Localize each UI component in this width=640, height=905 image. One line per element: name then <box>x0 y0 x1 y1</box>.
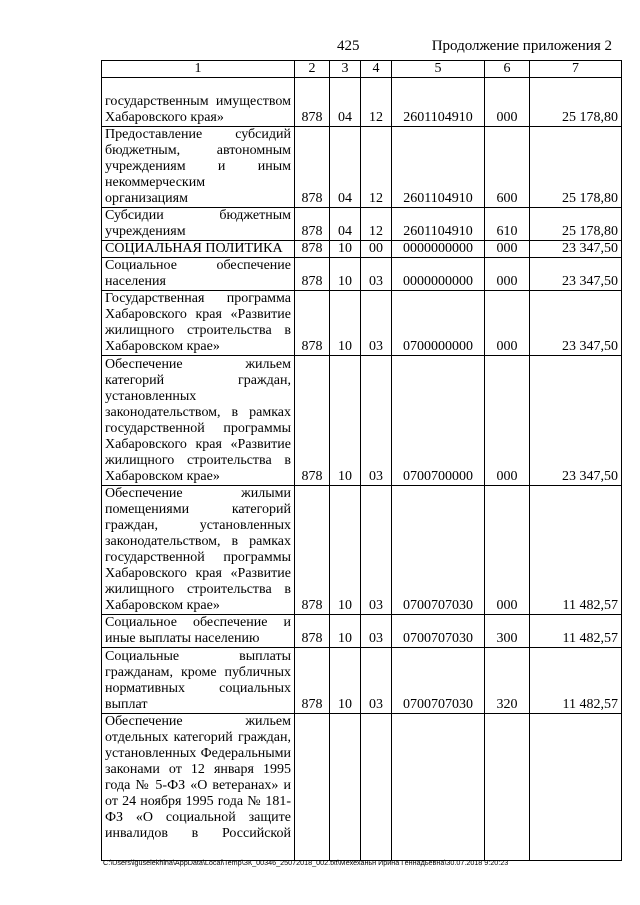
row-name: СОЦИАЛЬНАЯ ПОЛИТИКА <box>102 241 295 258</box>
col-header-1: 1 <box>102 61 295 78</box>
row-csr: 0000000000 <box>392 241 485 258</box>
table-row <box>102 648 622 714</box>
row-vr: 300 <box>485 615 530 648</box>
row-csr: 0000000000 <box>392 258 485 291</box>
row-vr: 000 <box>485 291 530 356</box>
row-sum: 11 482,57 <box>530 648 622 714</box>
row-rz: 04 <box>330 127 361 208</box>
row-name: государственным имуществом Хабаровского края» <box>102 78 295 127</box>
row-csr: 0700707030 <box>392 486 485 615</box>
table-row <box>102 258 622 291</box>
row-sum: 23 347,50 <box>530 258 622 291</box>
table-row <box>102 241 622 258</box>
row-rz: 04 <box>330 78 361 127</box>
row-name: Социальные выплаты гражданам, кроме публичных нормативных социальных выплат <box>102 648 295 714</box>
row-ved: 878 <box>295 356 330 486</box>
table-row <box>102 356 622 486</box>
row-ved: 878 <box>295 78 330 127</box>
row-vr: 320 <box>485 648 530 714</box>
row-rz: 10 <box>330 486 361 615</box>
row-csr: 2601104910 <box>392 127 485 208</box>
row-sum <box>530 714 622 861</box>
row-csr: 0700707030 <box>392 648 485 714</box>
row-vr: 600 <box>485 127 530 208</box>
row-vr: 000 <box>485 486 530 615</box>
table-row <box>102 615 622 648</box>
row-sum: 11 482,57 <box>530 486 622 615</box>
page-number: 425 <box>337 38 360 54</box>
row-csr: 0700000000 <box>392 291 485 356</box>
table-row <box>102 208 622 241</box>
row-rz: 10 <box>330 258 361 291</box>
row-ved: 878 <box>295 486 330 615</box>
row-rz <box>330 714 361 861</box>
row-name: Обеспечение жилыми помещениями категорий граждан, установленных законодательством, в рамках государственной программы Хабаровского края «Развитие жилищного строительства в Хабаровском крае» <box>102 486 295 615</box>
row-ved <box>295 714 330 861</box>
row-csr: 2601104910 <box>392 78 485 127</box>
table-row <box>102 127 622 208</box>
table-row <box>102 78 622 127</box>
row-pr: 03 <box>361 648 392 714</box>
row-rz: 04 <box>330 208 361 241</box>
row-pr: 12 <box>361 127 392 208</box>
col-header-4: 4 <box>361 61 392 78</box>
file-path-footer: C:\Users\iguselekhina\AppData\Local\Temp\ЗК_00346_25072018_002.txt\Мехеханьн Ирина Геннадьевна\30.07.2018 9:20:23 <box>103 858 509 867</box>
row-vr <box>485 714 530 861</box>
row-sum: 25 178,80 <box>530 127 622 208</box>
row-ved: 878 <box>295 258 330 291</box>
row-pr <box>361 714 392 861</box>
row-vr: 000 <box>485 78 530 127</box>
table-row <box>102 714 622 861</box>
continuation-title: Продолжение приложения 2 <box>431 38 612 54</box>
column-header-row <box>102 61 622 78</box>
row-csr: 0700700000 <box>392 356 485 486</box>
row-vr: 610 <box>485 208 530 241</box>
row-pr: 12 <box>361 208 392 241</box>
row-rz: 10 <box>330 648 361 714</box>
row-ved: 878 <box>295 208 330 241</box>
row-sum: 25 178,80 <box>530 208 622 241</box>
row-pr: 00 <box>361 241 392 258</box>
col-header-2: 2 <box>295 61 330 78</box>
row-pr: 03 <box>361 615 392 648</box>
col-header-5: 5 <box>392 61 485 78</box>
table-row <box>102 291 622 356</box>
row-sum: 23 347,50 <box>530 291 622 356</box>
row-vr: 000 <box>485 241 530 258</box>
row-rz: 10 <box>330 241 361 258</box>
row-name: Государственная программа Хабаровского края «Развитие жилищного строительства в Хабаровском крае» <box>102 291 295 356</box>
row-rz: 10 <box>330 615 361 648</box>
row-pr: 03 <box>361 356 392 486</box>
row-name: Обеспечение жильем отдельных категорий граждан, установленных Федеральными законами от 12 января 1995 года № 5-ФЗ «О ветеранах» и от 24 ноября 1995 года № 181-ФЗ «О социальной защите инвалидов в Российской <box>102 714 295 861</box>
row-ved: 878 <box>295 241 330 258</box>
row-csr: 0700707030 <box>392 615 485 648</box>
row-rz: 10 <box>330 356 361 486</box>
row-sum: 25 178,80 <box>530 78 622 127</box>
row-ved: 878 <box>295 648 330 714</box>
row-name: Субсидии бюджетным учреждениям <box>102 208 295 241</box>
row-pr: 03 <box>361 486 392 615</box>
row-sum: 23 347,50 <box>530 241 622 258</box>
col-header-7: 7 <box>530 61 622 78</box>
budget-table <box>101 60 622 861</box>
row-vr: 000 <box>485 356 530 486</box>
row-csr: 2601104910 <box>392 208 485 241</box>
row-name: Обеспечение жильем категорий граждан, установленных законодательством, в рамках государственной программы Хабаровского края «Развитие жилищного строительства в Хабаровском крае» <box>102 356 295 486</box>
row-pr: 03 <box>361 291 392 356</box>
row-ved: 878 <box>295 291 330 356</box>
row-name: Социальное обеспечение и иные выплаты населению <box>102 615 295 648</box>
table-row <box>102 486 622 615</box>
row-name: Предоставление субсидий бюджетным, автономным учреждениям и иным некоммерческим организациям <box>102 127 295 208</box>
row-ved: 878 <box>295 127 330 208</box>
row-rz: 10 <box>330 291 361 356</box>
col-header-3: 3 <box>330 61 361 78</box>
row-sum: 11 482,57 <box>530 615 622 648</box>
row-sum: 23 347,50 <box>530 356 622 486</box>
row-vr: 000 <box>485 258 530 291</box>
row-csr <box>392 714 485 861</box>
row-name: Социальное обеспечение населения <box>102 258 295 291</box>
col-header-6: 6 <box>485 61 530 78</box>
row-pr: 12 <box>361 78 392 127</box>
row-pr: 03 <box>361 258 392 291</box>
row-ved: 878 <box>295 615 330 648</box>
